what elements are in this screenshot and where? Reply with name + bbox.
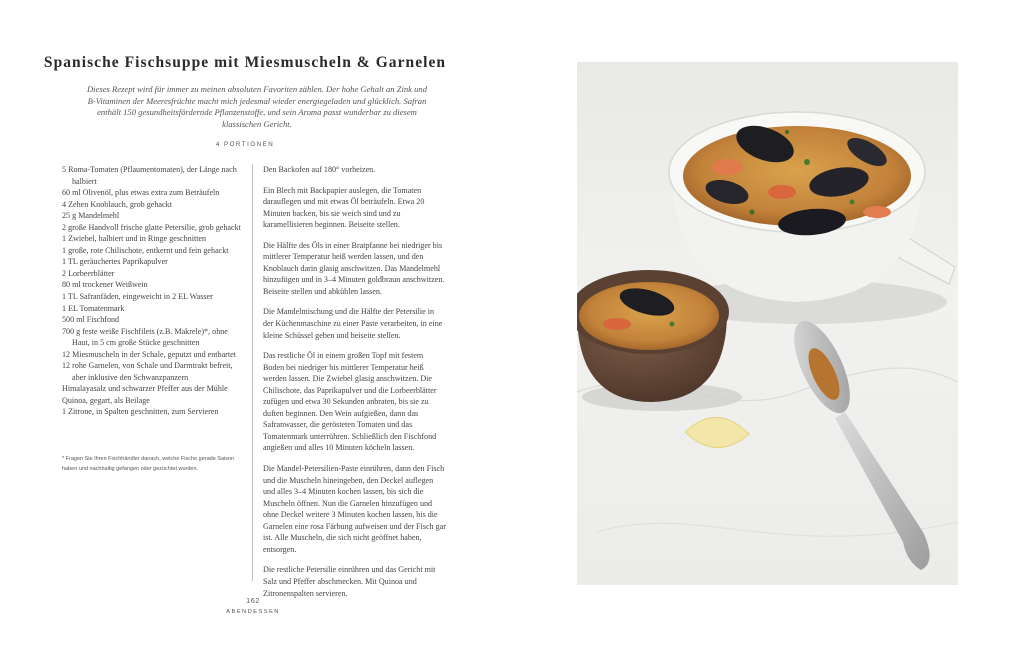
ingredient-item: 1 EL Tomatenmark (62, 303, 125, 313)
method-steps (263, 164, 446, 608)
ingredient-item: 1 TL Safranfäden, eingeweicht in 2 EL Wasser (62, 292, 213, 302)
method-step: Die Mandel-Petersilien-Paste einrühren, dann den Fisch und die Muscheln hineingeben, den Deckel auflegen und alles 3–4 Minuten kochen lassen, bis sich die Muscheln öffnen. Nun die Garnelen hinzufügen und ohne Deckel weitere 3 Minuten kochen lassen, bis die Garnelen eine rosa Färbung aufweisen und der Fisch gar ist. Alle Muscheln, die sich nicht geöffnet haben, entsorgen. (263, 464, 446, 554)
method-step: Das restliche Öl in einem großen Topf mit festem Boden bei niedriger bis mittlerer Temperatur heiß werden lassen. Die Zwiebel glasig anschwitzen. Die Chilischote, das Paprikapulver und die Lorbeerblätter zufügen und etwa 30 Sekunden anbraten, bis sie zu duften beginnen. Den Wein aufgießen, dann das Safranwasser, die gerösteten Tomaten und das Tomatenmark unterrühren. Schließlich den Fischfond angießen und alles 10 Minuten köcheln lassen. (263, 351, 437, 453)
page-number: 162 (246, 596, 260, 605)
shrimp (768, 185, 796, 199)
ingredient-item: 25 g Mandelmehl (62, 211, 120, 221)
ingredient-item: 80 ml trockener Weißwein (62, 280, 148, 290)
ingredient-item: 4 Zehen Knoblauch, grob gehackt (62, 199, 172, 209)
recipe-intro: Dieses Rezept wird für immer zu meinen absoluten Favoriten zählen. Der hohe Gehalt an Zink und B-Vitaminen der Meeresfrüchte macht mich jedesmal wieder energiegeladen und glücklich. Safran enthält 150 gesundheitsfördernde Pflanzenstoffe, und sein Aroma passt wunderbar zu diesem klassischen Gericht. (86, 84, 428, 129)
ingredient-item: 2 Lorbeerblätter (62, 268, 115, 278)
footnote: * Fragen Sie Ihren Fischhändler danach, welche Fische gerade Saison haben und nachhaltig gefangen oder gezüchtet wurden. (62, 456, 235, 472)
shrimp (863, 206, 891, 218)
ingredient-item: 60 ml Olivenöl, plus etwas extra zum Beträufeln (62, 188, 220, 198)
shrimp (711, 159, 743, 175)
ingredient-item: 1 Zitrone, in Spalten geschnitten, zum Servieren (62, 407, 219, 417)
ingredient-item: 2 große Handvoll frische glatte Petersilie, grob gehackt (62, 222, 241, 232)
recipe-title: Spanische Fischsuppe mit Miesmuscheln & Garnelen (43, 54, 447, 71)
ingredient-item: 1 TL geräuchertes Paprikapulver (62, 257, 168, 267)
ingredient-item: 12 Miesmuscheln in der Schale, geputzt und entbartet (62, 349, 236, 359)
parsley (670, 322, 675, 327)
section-label: ABENDESSEN (226, 609, 280, 615)
ingredient-item: Himalayasalz und schwarzer Pfeffer aus der Mühle (62, 384, 228, 394)
servings-label: 4 PORTIONEN (215, 141, 275, 148)
method-step: Ein Blech mit Backpapier auslegen, die Tomaten darauflegen und mit etwas Öl beträufeln. Etwa 20 Minuten backen, bis sie weich sind und zu karamellisieren beginnen. Beiseite stellen. (263, 185, 425, 230)
ingredient-item: 700 g feste weiße Fischfilets (z.B. Makrele)*, ohne Haut, in 5 cm große Stücke geschnitten (62, 326, 228, 348)
ingredient-list (62, 164, 247, 418)
recipe-photo (577, 62, 958, 585)
column-divider (252, 164, 253, 581)
spoon-handle (835, 412, 930, 570)
method-step: Den Backofen auf 180° vorheizen. (263, 165, 376, 174)
parsley (804, 159, 810, 165)
parsley (750, 210, 755, 215)
ingredient-item: 1 Zwiebel, halbiert und in Ringe geschnitten (62, 234, 207, 244)
lemon-wedge (685, 417, 749, 447)
ingredient-item: Quinoa, gegart, als Beilage (62, 395, 150, 405)
pot-handle (899, 237, 955, 284)
parsley (785, 130, 789, 134)
method-step: Die Mandelmischung und die Hälfte der Petersilie in der Küchenmaschine zu einer Paste verarbeiten, in eine kleine Schüssel geben und beiseite stellen. (263, 307, 443, 340)
ingredient-item: 5 Roma-Tomaten (Pflaumentomaten), der Länge nach halbiert (62, 165, 237, 186)
ingredient-item: 1 große, rote Chilischote, entkernt und fein gehackt (62, 245, 229, 255)
ingredient-item: 500 ml Fischfond (62, 315, 120, 325)
shrimp (603, 318, 631, 330)
method-step: Die restliche Petersilie einrühren und das Gericht mit Salz und Pfeffer abschmecken. Mit Quinoa und Zitronenspalten servieren. (263, 565, 436, 598)
parsley (850, 200, 855, 205)
ingredient-item: 12 rohe Garnelen, von Schale und Darmtrakt befreit, aber inklusive den Schwanzpanzern (62, 361, 233, 382)
method-step: Die Hälfte des Öls in einer Bratpfanne bei niedriger bis mittlerer Temperatur heiß werden lassen, und den Knoblauch darin glasig anschwitzen. Das Mandelmehl hinzufügen und in 3–4 Minuten goldbraun anschwitzen. Beiseite stellen und abkühlen lassen. (263, 240, 445, 296)
